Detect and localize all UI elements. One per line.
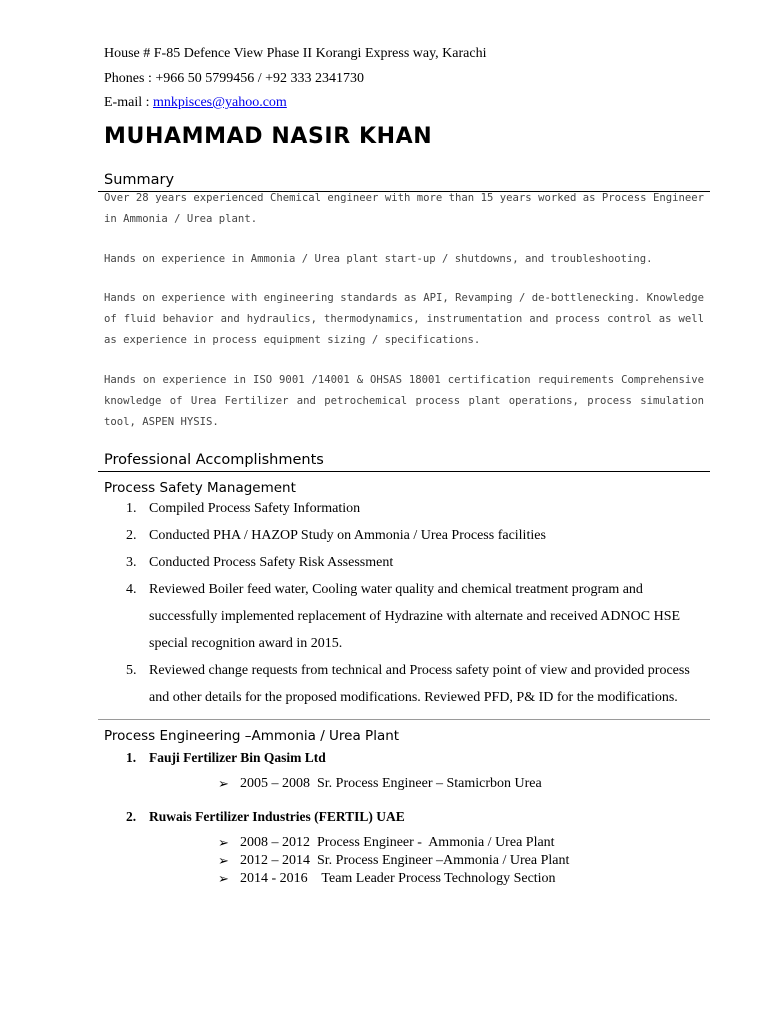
role-entry: 2012 – 2014 Sr. Process Engineer –Ammonia / Urea Plant: [240, 853, 570, 868]
arrow-bullet-icon: ➢: [218, 776, 229, 791]
arrow-bullet-icon: ➢: [218, 835, 229, 850]
list-item-text: Conducted PHA / HAZOP Study on Ammonia / Urea Process facilities: [149, 528, 546, 543]
summary-paragraph: Over 28 years experienced Chemical engineer with more than 15 years worked as Process Engineer in Ammonia / Urea plant.: [104, 192, 704, 225]
email-link[interactable]: mnkpisces@yahoo.com: [153, 95, 287, 110]
email-label: E-mail :: [104, 95, 153, 110]
list-item-number: 5.: [126, 663, 137, 678]
list-item-text: successfully implemented replacement of Hydrazine with alternate and received ADNOC HSE: [149, 609, 681, 624]
company-name: Ruwais Fertilizer Industries (FERTIL) UAE: [149, 809, 405, 824]
arrow-bullet-icon: ➢: [218, 853, 229, 868]
role-entry: 2005 – 2008 Sr. Process Engineer – Stamicrbon Urea: [240, 776, 542, 791]
accomplishments-divider: [98, 471, 710, 472]
list-item: [149, 522, 709, 549]
company-name: Fauji Fertilizer Bin Qasim Ltd: [149, 750, 326, 765]
list-item-number: 2.: [126, 528, 137, 543]
phones-line: Phones : +966 50 5799456 / +92 333 2341730: [104, 71, 365, 86]
arrow-bullet-icon: ➢: [218, 871, 229, 886]
process-engineering-title: Process Engineering –Ammonia / Urea Plant: [104, 728, 400, 744]
list-item-text: special recognition award in 2015.: [149, 636, 343, 651]
list-item-text: Reviewed Boiler feed water, Cooling water quality and chemical treatment program and: [149, 582, 643, 597]
list-item-number: 3.: [126, 555, 137, 570]
candidate-name: MUHAMMAD NASIR KHAN: [104, 124, 433, 149]
company-number: 1.: [126, 750, 137, 765]
summary-paragraph: Hands on experience in Ammonia / Urea plant start-up / shutdowns, and troubleshooting.: [104, 253, 653, 265]
accomplishments-title: Professional Accomplishments: [104, 452, 324, 468]
list-item-text: Compiled Process Safety Information: [149, 501, 361, 516]
list-item-number: 4.: [126, 582, 137, 597]
list-item-number: 1.: [126, 501, 137, 516]
list-item: [149, 576, 709, 657]
email-line: [104, 95, 287, 111]
list-item: [149, 549, 709, 576]
company-number: 2.: [126, 809, 137, 824]
summary-title: Summary: [104, 172, 175, 188]
psm-title: Process Safety Management: [104, 480, 296, 496]
summary-paragraph: Hands on experience in ISO 9001 /14001 & OHSAS 18001 certification requirements Comprehensive knowledge of Urea Fertilizer and petrochemical process plant operations, process simulation tool, ASPEN HYSIS.: [104, 374, 704, 428]
list-item-text: and other details for the proposed modifications. Reviewed PFD, P& ID for the modifications.: [149, 690, 678, 705]
section-divider: [98, 719, 710, 720]
list-item: [149, 657, 709, 711]
list-item-text: Reviewed change requests from technical and Process safety point of view and provided process: [149, 663, 690, 678]
address-line: House # F-85 Defence View Phase II Korangi Express way, Karachi: [104, 46, 487, 61]
list-item: [149, 495, 709, 522]
list-item-text: Conducted Process Safety Risk Assessment: [149, 555, 394, 570]
summary-paragraph: Hands on experience with engineering standards as API, Revamping / de-bottlenecking. Knowledge of fluid behavior and hydraulics, thermodynamics, instrumentation and process control as well as experience in process equipment sizing / specifications.: [104, 292, 704, 346]
role-entry: 2008 – 2012 Process Engineer - Ammonia / Urea Plant: [240, 835, 555, 850]
role-entry: 2014 - 2016 Team Leader Process Technology Section: [240, 871, 556, 886]
